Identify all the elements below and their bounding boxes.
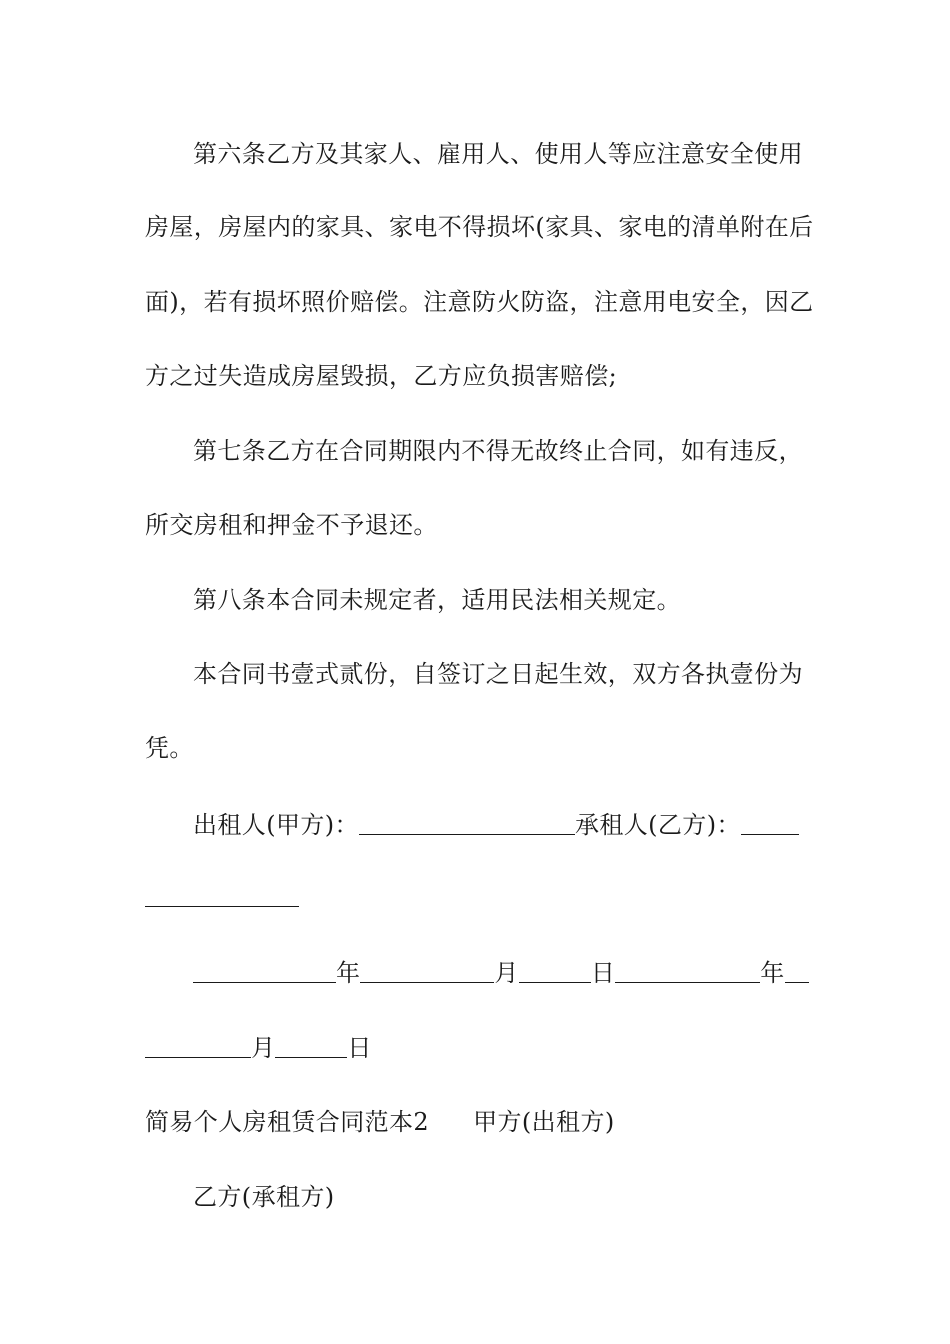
month-label-2: 月 xyxy=(251,1034,276,1062)
lessee-day-blank xyxy=(275,1035,347,1058)
next-contract-heading-line xyxy=(145,1107,615,1137)
lessor-month-blank xyxy=(360,960,494,983)
closing-line-2: 凭。 xyxy=(145,734,194,762)
lessor-day-blank xyxy=(519,960,591,983)
date-line xyxy=(193,958,809,988)
signature-line xyxy=(193,810,799,840)
lessor-signature-blank xyxy=(359,812,575,835)
closing-line-1: 本合同书壹式贰份，自签订之日起生效，双方各执壹份为 xyxy=(193,660,803,688)
date-continuation-line xyxy=(145,1033,372,1063)
day-label: 日 xyxy=(590,959,616,987)
lessee-label: 承租人(乙方)： xyxy=(574,811,741,839)
lessor-label: 出租人(甲方)： xyxy=(193,811,359,839)
party-a-label: 甲方(出租方) xyxy=(473,1108,615,1136)
article-7-line-1: 第七条乙方在合同期限内不得无故终止合同，如有违反， xyxy=(193,437,803,465)
lessee-year-blank xyxy=(615,960,760,983)
lessee-signature-blank xyxy=(741,812,799,835)
party-b-label: 乙方(承租方) xyxy=(193,1183,335,1211)
month-label: 月 xyxy=(494,959,519,987)
next-contract-title: 简易个人房租赁合同范本2 xyxy=(145,1108,430,1136)
year-label-2: 年 xyxy=(760,959,785,987)
year-label: 年 xyxy=(336,959,361,987)
article-6-line-4: 方之过失造成房屋毁损，乙方应负损害赔偿; xyxy=(145,362,618,390)
article-6-line-2: 房屋，房屋内的家具、家电不得损坏(家具、家电的清单附在后 xyxy=(145,213,814,241)
lessor-year-blank xyxy=(193,960,336,983)
article-6-line-1: 第六条乙方及其家人、雇用人、使用人等应注意安全使用 xyxy=(193,140,803,168)
lessee-signature-blank-continued xyxy=(145,884,299,907)
day-label-2: 日 xyxy=(347,1034,372,1062)
lessee-month-blank xyxy=(785,960,809,983)
article-6-line-3: 面)，若有损坏照价赔偿。注意防火防盗，注意用电安全，因乙 xyxy=(145,288,814,316)
signature-continuation-line xyxy=(145,882,299,912)
lessee-month-blank-continued xyxy=(145,1035,251,1058)
article-8-line-1: 第八条本合同未规定者，适用民法相关规定。 xyxy=(193,586,681,614)
article-7-line-2: 所交房租和押金不予退还。 xyxy=(145,511,438,539)
